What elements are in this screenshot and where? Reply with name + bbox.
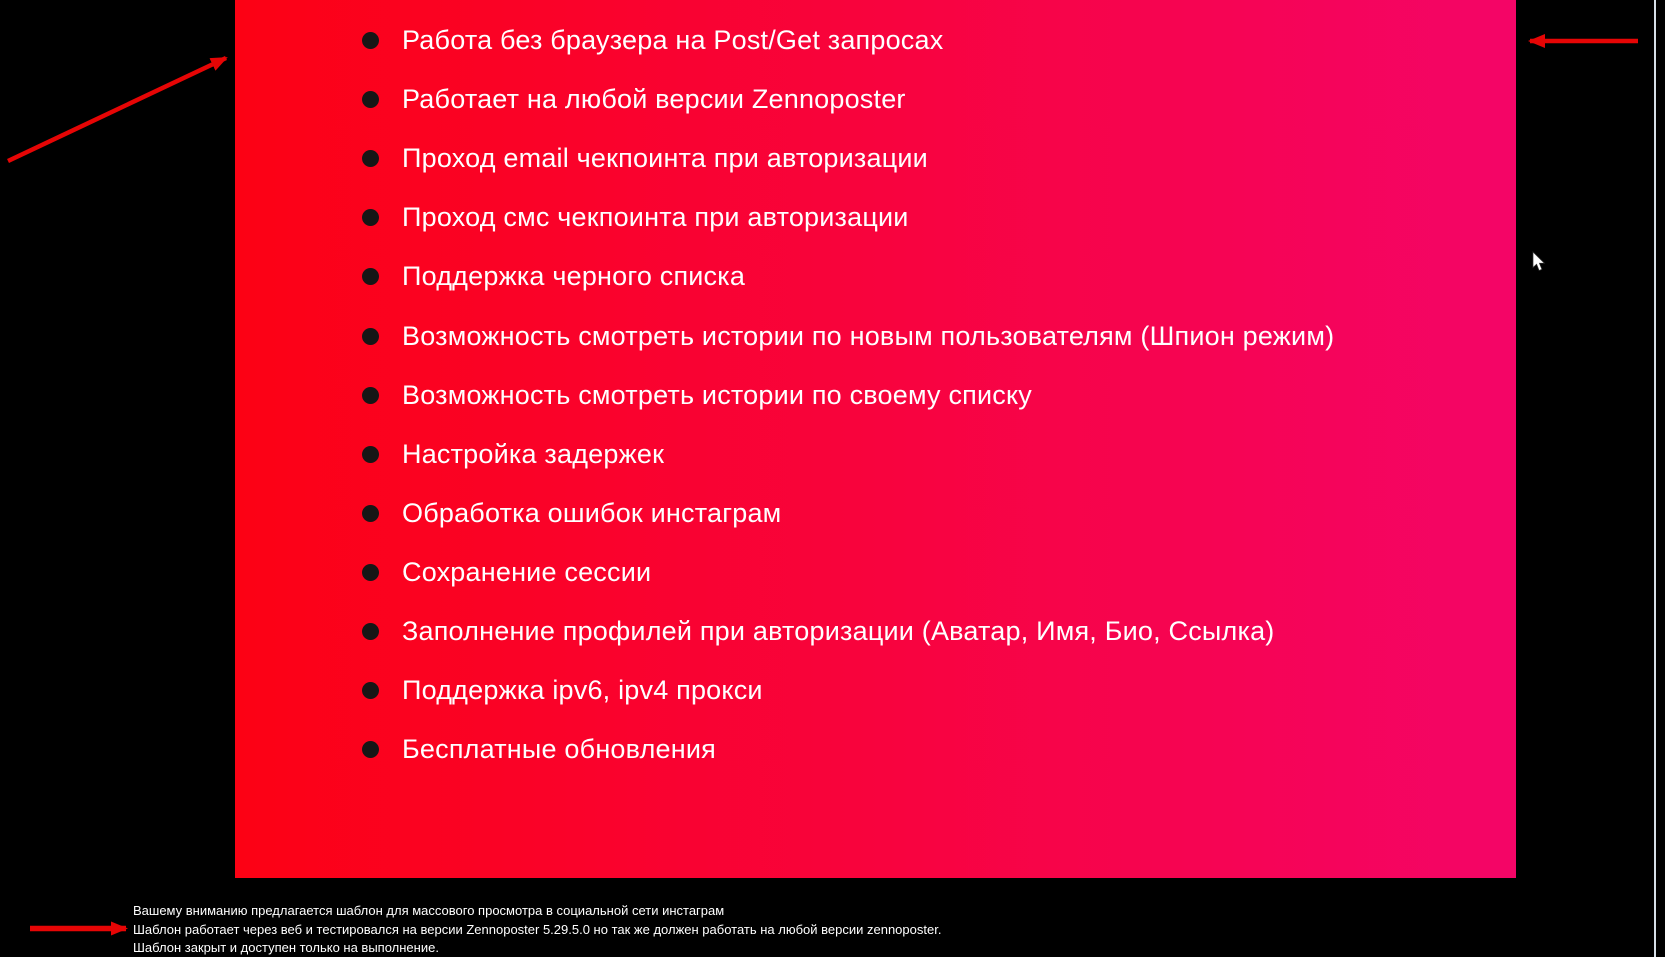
feature-text: Обработка ошибок инстаграм bbox=[402, 497, 782, 528]
feature-text: Поддержка ipv6, ipv4 прокси bbox=[402, 675, 763, 706]
bullet-icon bbox=[362, 328, 379, 345]
feature-text: Заполнение профилей при авторизации (Аватар, Имя, Био, Ссылка) bbox=[402, 615, 1275, 646]
bullet-icon bbox=[362, 209, 379, 226]
mouse-cursor-icon[interactable] bbox=[1532, 251, 1546, 272]
list-item bbox=[235, 306, 1516, 365]
feature-text: Возможность смотреть истории по своему списку bbox=[402, 379, 1032, 410]
bullet-icon bbox=[362, 505, 379, 522]
bullet-icon bbox=[362, 150, 379, 167]
window-edge-line bbox=[1654, 0, 1656, 957]
list-item bbox=[235, 247, 1516, 306]
bullet-icon bbox=[362, 564, 379, 581]
footer-line: Шаблон закрыт и доступен только на выполнение. bbox=[133, 940, 439, 955]
bullet-icon bbox=[362, 682, 379, 699]
feature-list bbox=[235, 11, 1516, 779]
feature-text: Настройка задержек bbox=[402, 438, 665, 469]
bullet-icon bbox=[362, 741, 379, 758]
list-item bbox=[235, 70, 1516, 129]
list-item bbox=[235, 366, 1516, 425]
list-item bbox=[235, 720, 1516, 779]
arrow-to-panel-left-edge-icon bbox=[8, 58, 226, 161]
bullet-icon bbox=[362, 32, 379, 49]
feature-text: Бесплатные обновления bbox=[402, 734, 716, 765]
list-item bbox=[235, 602, 1516, 661]
feature-text: Сохранение сессии bbox=[402, 556, 652, 587]
feature-text: Возможность смотреть истории по новым пользователям (Шпион режим) bbox=[402, 320, 1335, 351]
bullet-icon bbox=[362, 268, 379, 285]
feature-text: Поддержка черного списка bbox=[402, 261, 746, 292]
footer-note bbox=[133, 902, 941, 957]
list-item bbox=[235, 661, 1516, 720]
list-item bbox=[235, 543, 1516, 602]
bullet-icon bbox=[362, 446, 379, 463]
feature-text: Проход смс чекпоинта при авторизации bbox=[402, 202, 909, 233]
footer-line: Шаблон работает через веб и тестировался на версии Zennoposter 5.29.5.0 но так же должен работать на любой версии zennoposter. bbox=[133, 921, 942, 937]
footer-line: Вашему вниманию предлагается шаблон для массового просмотра в социальной сети инстаграм bbox=[133, 903, 725, 918]
list-item bbox=[235, 188, 1516, 247]
promo-panel bbox=[235, 0, 1516, 878]
bullet-icon bbox=[362, 623, 379, 640]
list-item bbox=[235, 11, 1516, 70]
list-item bbox=[235, 425, 1516, 484]
feature-text: Проход email чекпоинта при авторизации bbox=[402, 143, 928, 174]
bullet-icon bbox=[362, 91, 379, 108]
feature-text: Работает на любой версии Zennoposter bbox=[402, 84, 906, 115]
list-item bbox=[235, 484, 1516, 543]
bullet-icon bbox=[362, 387, 379, 404]
list-item bbox=[235, 129, 1516, 188]
feature-text: Работа без браузера на Post/Get запросах bbox=[402, 25, 944, 56]
